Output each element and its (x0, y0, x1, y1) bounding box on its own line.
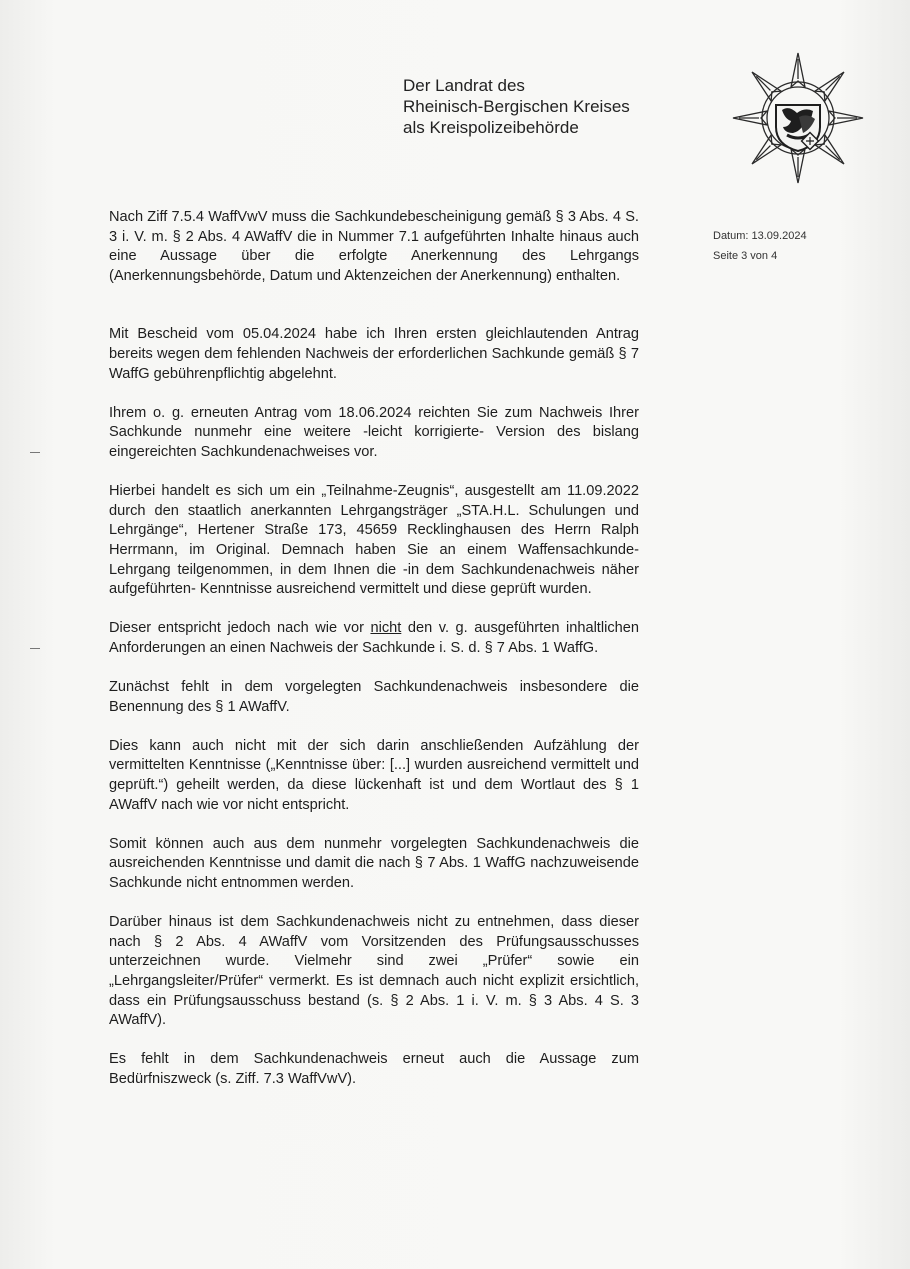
paragraph-8: Somit können auch aus dem nunmehr vorgelegten Sachkundenachweis die ausreichenden Kenntnisse und damit die nach § 7 Abs. 1 WaffG nachzuweisende Sachkunde nicht entnommen werden. (109, 835, 639, 891)
document-date: Datum: 13.09.2024 (713, 230, 807, 242)
document-meta (713, 226, 807, 266)
paragraph-5-end: den v. g. ausgeführten inhaltlichen Anforderungen an einen Nachweis der Sachkunde i. S. d. § 7 Abs. 1 WaffG. (109, 620, 639, 656)
issuing-authority (403, 75, 630, 138)
fold-mark-top (30, 452, 40, 453)
paragraph-9: Darüber hinaus ist dem Sachkundenachweis nicht zu entnehmen, dass dieser nach § 2 Abs. 4 AWaffV vom Vorsitzenden des Prüfungsausschusses unterzeichnen wurde. Vielmehr sind zwei „Prüfer“ sowie ein „Lehrgangsleiter/Prüfer“ vermerkt. Es ist demnach auch nicht explizit ersichtlich, dass ein Prüfungsausschuss bestand (s. § 2 Abs. 1 i. V. m. § 3 Abs. 4 S. 3 AWaffV). (109, 914, 639, 1029)
police-star-emblem-icon (727, 47, 869, 189)
paragraph-2: Mit Bescheid vom 05.04.2024 habe ich Ihren ersten gleichlautenden Antrag bereits wegen dem fehlenden Nachweis der erforderlichen Sachkunde gemäß § 7 WaffG gebührenpflichtig abgelehnt. (109, 326, 639, 382)
paragraph-5 (109, 619, 639, 658)
fold-mark-bottom (30, 648, 40, 649)
authority-line-1: Der Landrat des (403, 76, 525, 95)
authority-line-3: als Kreispolizeibehörde (403, 118, 579, 137)
letter-body (109, 208, 639, 1090)
paragraph-7: Dies kann auch nicht mit der sich darin anschließenden Aufzählung der vermittelten Kenntnisse („Kenntnisse über: [...] wurden ausreichend vermittelt und geprüft.“) geheilt werden, da diese lückenhaft ist und dem Wortlaut des § 1 AWaffV nach wie vor nicht entspricht. (109, 737, 639, 813)
paragraph-5-start: Dieser entspricht jedoch nach wie vor (109, 620, 371, 637)
paragraph-10: Es fehlt in dem Sachkundenachweis erneut auch die Aussage zum Bedürfniszweck (s. Ziff. 7.3 WaffVwV). (109, 1051, 639, 1087)
paragraph-4: Hierbei handelt es sich um ein „Teilnahme-Zeugnis“, ausgestellt am 11.09.2022 durch den staatlich anerkannten Lehrgangsträger „STA.H.L. Schulungen und Lehrgänge“, Hertener Straße 173, 45659 Recklinghausen des Herrn Ralph Herrmann, im Original. Demnach haben Sie an einem Waffensachkunde-Lehrgang teilgenommen, in dem Ihnen die -in dem Sachkundenachweis näher aufgeführten- Kenntnisse ausreichend vermittelt und diese geprüft wurden. (109, 483, 639, 598)
authority-line-2: Rheinisch-Bergischen Kreises (403, 97, 630, 116)
paragraph-1: Nach Ziff 7.5.4 WaffVwV muss die Sachkundebescheinigung gemäß § 3 Abs. 4 S. 3 i. V. m. § 2 Abs. 4 AWaffV die in Nummer 7.1 aufgeführten Inhalte hinaus auch eine Aussage über die erfolgte Anerkennung des Lehrgangs (Anerkennungsbehörde, Datum und Aktenzeichen der Anerkennung) enthalten. (109, 209, 639, 284)
emphasis-nicht: nicht (370, 620, 402, 637)
paragraph-6: Zunächst fehlt in dem vorgelegten Sachkundenachweis insbesondere die Benennung des § 1 AWaffV. (109, 679, 639, 715)
page-number: Seite 3 von 4 (713, 250, 778, 262)
paragraph-3: Ihrem o. g. erneuten Antrag vom 18.06.2024 reichten Sie zum Nachweis Ihrer Sachkunde nunmehr eine weitere -leicht korrigierte- Version des bislang eingereichten Sachkundenachweises vor. (109, 404, 639, 460)
